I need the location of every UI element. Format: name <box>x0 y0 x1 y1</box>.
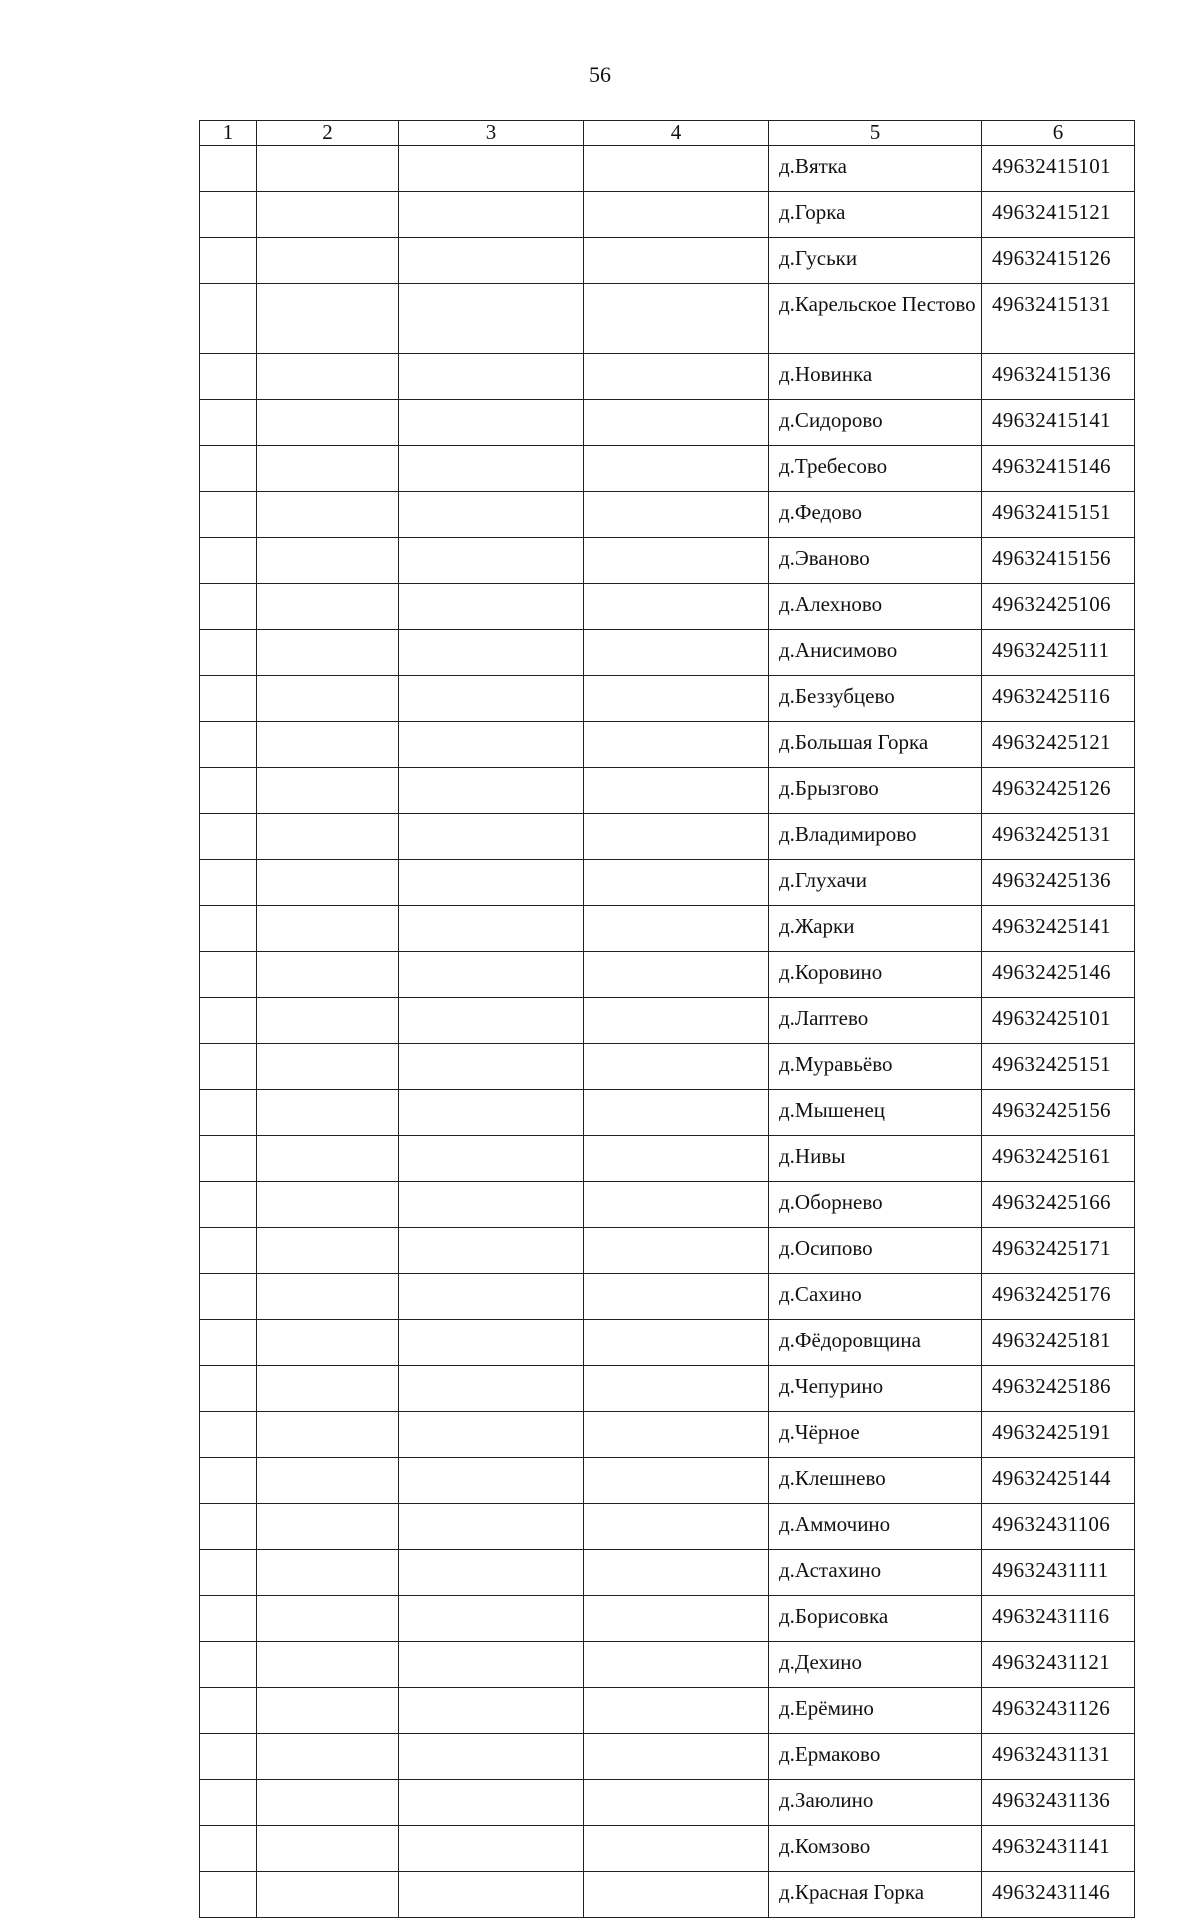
empty-cell-col-1 <box>200 400 257 446</box>
empty-cell-col-3 <box>399 1320 584 1366</box>
empty-cell-col-2 <box>257 630 399 676</box>
empty-cell-col-4 <box>584 584 769 630</box>
empty-cell-col-2 <box>257 1458 399 1504</box>
table-row <box>200 238 1135 284</box>
settlement-code: 49632431136 <box>982 1780 1135 1826</box>
settlement-name: д.Лаптево <box>769 998 982 1044</box>
empty-cell-col-4 <box>584 630 769 676</box>
empty-cell-col-2 <box>257 284 399 354</box>
empty-cell-col-4 <box>584 492 769 538</box>
empty-cell-col-1 <box>200 1872 257 1918</box>
column-header: 5 <box>769 121 982 146</box>
empty-cell-col-4 <box>584 1412 769 1458</box>
empty-cell-col-4 <box>584 446 769 492</box>
empty-cell-col-4 <box>584 1826 769 1872</box>
table-row <box>200 630 1135 676</box>
empty-cell-col-4 <box>584 1550 769 1596</box>
settlement-name: д.Федово <box>769 492 982 538</box>
empty-cell-col-4 <box>584 1136 769 1182</box>
empty-cell-col-2 <box>257 722 399 768</box>
settlement-code: 49632415126 <box>982 238 1135 284</box>
settlement-name: д.Чепурино <box>769 1366 982 1412</box>
empty-cell-col-3 <box>399 1642 584 1688</box>
settlement-code: 49632425171 <box>982 1228 1135 1274</box>
empty-cell-col-3 <box>399 814 584 860</box>
empty-cell-col-4 <box>584 354 769 400</box>
empty-cell-col-1 <box>200 1228 257 1274</box>
empty-cell-col-4 <box>584 676 769 722</box>
settlement-code: 49632425126 <box>982 768 1135 814</box>
empty-cell-col-1 <box>200 1734 257 1780</box>
empty-cell-col-1 <box>200 146 257 192</box>
empty-cell-col-1 <box>200 492 257 538</box>
empty-cell-col-2 <box>257 1826 399 1872</box>
empty-cell-col-2 <box>257 1044 399 1090</box>
empty-cell-col-1 <box>200 1550 257 1596</box>
table-row <box>200 906 1135 952</box>
empty-cell-col-4 <box>584 1090 769 1136</box>
table-row <box>200 492 1135 538</box>
empty-cell-col-2 <box>257 400 399 446</box>
empty-cell-col-3 <box>399 1366 584 1412</box>
settlement-name: д.Заюлино <box>769 1780 982 1826</box>
empty-cell-col-2 <box>257 146 399 192</box>
settlement-name: д.Аммочино <box>769 1504 982 1550</box>
settlement-code: 49632431146 <box>982 1872 1135 1918</box>
empty-cell-col-2 <box>257 538 399 584</box>
empty-cell-col-1 <box>200 768 257 814</box>
settlement-code: 49632431121 <box>982 1642 1135 1688</box>
settlement-name: д.Карельское Пестово <box>769 284 982 354</box>
settlement-code: 49632415141 <box>982 400 1135 446</box>
empty-cell-col-4 <box>584 952 769 998</box>
settlement-code: 49632415136 <box>982 354 1135 400</box>
settlement-code: 49632415131 <box>982 284 1135 354</box>
empty-cell-col-4 <box>584 814 769 860</box>
empty-cell-col-3 <box>399 538 584 584</box>
empty-cell-col-4 <box>584 1182 769 1228</box>
empty-cell-col-1 <box>200 1136 257 1182</box>
settlement-code: 49632431141 <box>982 1826 1135 1872</box>
empty-cell-col-4 <box>584 860 769 906</box>
settlement-code: 49632431126 <box>982 1688 1135 1734</box>
empty-cell-col-2 <box>257 1274 399 1320</box>
table-row <box>200 400 1135 446</box>
empty-cell-col-3 <box>399 1550 584 1596</box>
settlement-name: д.Алехново <box>769 584 982 630</box>
empty-cell-col-4 <box>584 1044 769 1090</box>
empty-cell-col-4 <box>584 538 769 584</box>
table-row <box>200 1228 1135 1274</box>
settlement-name: д.Новинка <box>769 354 982 400</box>
empty-cell-col-2 <box>257 192 399 238</box>
table-row <box>200 1734 1135 1780</box>
empty-cell-col-4 <box>584 906 769 952</box>
settlement-name: д.Комзово <box>769 1826 982 1872</box>
table-row <box>200 860 1135 906</box>
empty-cell-col-3 <box>399 146 584 192</box>
empty-cell-col-2 <box>257 584 399 630</box>
empty-cell-col-1 <box>200 1458 257 1504</box>
empty-cell-col-1 <box>200 998 257 1044</box>
empty-cell-col-2 <box>257 1182 399 1228</box>
empty-cell-col-1 <box>200 584 257 630</box>
empty-cell-col-4 <box>584 1366 769 1412</box>
empty-cell-col-4 <box>584 146 769 192</box>
settlement-code: 49632425136 <box>982 860 1135 906</box>
empty-cell-col-3 <box>399 284 584 354</box>
empty-cell-col-1 <box>200 722 257 768</box>
empty-cell-col-3 <box>399 1734 584 1780</box>
empty-cell-col-2 <box>257 1596 399 1642</box>
empty-cell-col-3 <box>399 1182 584 1228</box>
empty-cell-col-4 <box>584 1642 769 1688</box>
settlement-code: 49632425161 <box>982 1136 1135 1182</box>
settlement-name: д.Вятка <box>769 146 982 192</box>
settlement-name: д.Мышенец <box>769 1090 982 1136</box>
empty-cell-col-1 <box>200 1274 257 1320</box>
empty-cell-col-3 <box>399 1228 584 1274</box>
empty-cell-col-3 <box>399 446 584 492</box>
empty-cell-col-1 <box>200 860 257 906</box>
table-row <box>200 446 1135 492</box>
table-row <box>200 146 1135 192</box>
settlement-code: 49632425106 <box>982 584 1135 630</box>
empty-cell-col-4 <box>584 1274 769 1320</box>
table-row <box>200 1642 1135 1688</box>
empty-cell-col-3 <box>399 1596 584 1642</box>
table-row <box>200 1596 1135 1642</box>
empty-cell-col-3 <box>399 860 584 906</box>
empty-cell-col-4 <box>584 192 769 238</box>
column-header: 1 <box>200 121 257 146</box>
column-number-row <box>200 121 1135 146</box>
settlement-code: 49632425176 <box>982 1274 1135 1320</box>
column-header: 3 <box>399 121 584 146</box>
settlement-name: д.Глухачи <box>769 860 982 906</box>
empty-cell-col-2 <box>257 446 399 492</box>
table-row <box>200 814 1135 860</box>
empty-cell-col-4 <box>584 1596 769 1642</box>
table-row <box>200 1688 1135 1734</box>
empty-cell-col-1 <box>200 538 257 584</box>
empty-cell-col-2 <box>257 676 399 722</box>
empty-cell-col-4 <box>584 1320 769 1366</box>
empty-cell-col-1 <box>200 1412 257 1458</box>
empty-cell-col-1 <box>200 446 257 492</box>
table-row <box>200 1320 1135 1366</box>
settlement-name: д.Жарки <box>769 906 982 952</box>
settlement-code: 49632415146 <box>982 446 1135 492</box>
empty-cell-col-3 <box>399 1504 584 1550</box>
table-row <box>200 952 1135 998</box>
settlement-name: д.Борисовка <box>769 1596 982 1642</box>
table-body <box>200 146 1135 1918</box>
settlement-name: д.Большая Горка <box>769 722 982 768</box>
settlement-name: д.Осипово <box>769 1228 982 1274</box>
settlement-code: 49632425144 <box>982 1458 1135 1504</box>
settlement-name: д.Дехино <box>769 1642 982 1688</box>
empty-cell-col-3 <box>399 1274 584 1320</box>
column-header: 2 <box>257 121 399 146</box>
empty-cell-col-2 <box>257 860 399 906</box>
settlement-name: д.Фёдоровщина <box>769 1320 982 1366</box>
empty-cell-col-3 <box>399 768 584 814</box>
settlement-code: 49632425166 <box>982 1182 1135 1228</box>
empty-cell-col-1 <box>200 814 257 860</box>
settlement-code: 49632425181 <box>982 1320 1135 1366</box>
settlement-code: 49632431131 <box>982 1734 1135 1780</box>
settlement-code: 49632415156 <box>982 538 1135 584</box>
empty-cell-col-1 <box>200 1090 257 1136</box>
settlement-name: д.Требесово <box>769 446 982 492</box>
empty-cell-col-3 <box>399 238 584 284</box>
empty-cell-col-3 <box>399 998 584 1044</box>
empty-cell-col-2 <box>257 998 399 1044</box>
settlement-code: 49632425146 <box>982 952 1135 998</box>
empty-cell-col-4 <box>584 1734 769 1780</box>
settlement-name: д.Брызгово <box>769 768 982 814</box>
empty-cell-col-1 <box>200 1826 257 1872</box>
table-row <box>200 354 1135 400</box>
settlement-name: д.Красная Горка <box>769 1872 982 1918</box>
page-number: 56 <box>589 62 611 87</box>
table-row <box>200 1780 1135 1826</box>
empty-cell-col-4 <box>584 1504 769 1550</box>
empty-cell-col-4 <box>584 998 769 1044</box>
table-row <box>200 1412 1135 1458</box>
empty-cell-col-2 <box>257 492 399 538</box>
empty-cell-col-1 <box>200 284 257 354</box>
settlement-name: д.Нивы <box>769 1136 982 1182</box>
settlement-name: д.Клешнево <box>769 1458 982 1504</box>
empty-cell-col-1 <box>200 1504 257 1550</box>
empty-cell-col-3 <box>399 492 584 538</box>
settlement-name: д.Беззубцево <box>769 676 982 722</box>
empty-cell-col-3 <box>399 192 584 238</box>
table-row <box>200 1136 1135 1182</box>
empty-cell-col-1 <box>200 1044 257 1090</box>
empty-cell-col-1 <box>200 354 257 400</box>
settlement-code: 49632425191 <box>982 1412 1135 1458</box>
empty-cell-col-2 <box>257 1780 399 1826</box>
settlement-name: д.Эваново <box>769 538 982 584</box>
settlement-code: 49632425101 <box>982 998 1135 1044</box>
table-row <box>200 1550 1135 1596</box>
empty-cell-col-2 <box>257 1642 399 1688</box>
table-row <box>200 1826 1135 1872</box>
empty-cell-col-3 <box>399 1458 584 1504</box>
column-header: 6 <box>982 121 1135 146</box>
empty-cell-col-1 <box>200 1320 257 1366</box>
settlement-name: д.Сидорово <box>769 400 982 446</box>
empty-cell-col-3 <box>399 400 584 446</box>
empty-cell-col-2 <box>257 238 399 284</box>
empty-cell-col-2 <box>257 906 399 952</box>
settlement-name: д.Анисимово <box>769 630 982 676</box>
settlement-code: 49632425186 <box>982 1366 1135 1412</box>
empty-cell-col-1 <box>200 1642 257 1688</box>
table-row <box>200 1366 1135 1412</box>
table-row <box>200 1458 1135 1504</box>
settlement-name: д.Ермаково <box>769 1734 982 1780</box>
empty-cell-col-4 <box>584 1872 769 1918</box>
settlement-name: д.Астахино <box>769 1550 982 1596</box>
settlement-code: 49632425111 <box>982 630 1135 676</box>
settlement-code: 49632415121 <box>982 192 1135 238</box>
settlement-code: 49632415151 <box>982 492 1135 538</box>
empty-cell-col-2 <box>257 1688 399 1734</box>
empty-cell-col-3 <box>399 630 584 676</box>
empty-cell-col-2 <box>257 1090 399 1136</box>
empty-cell-col-2 <box>257 1228 399 1274</box>
table-row <box>200 1182 1135 1228</box>
settlement-name: д.Муравьёво <box>769 1044 982 1090</box>
settlement-code: 49632425121 <box>982 722 1135 768</box>
settlement-code-table <box>199 120 1135 1918</box>
empty-cell-col-3 <box>399 1090 584 1136</box>
empty-cell-col-2 <box>257 1504 399 1550</box>
column-header: 4 <box>584 121 769 146</box>
settlement-name: д.Гуськи <box>769 238 982 284</box>
empty-cell-col-4 <box>584 284 769 354</box>
empty-cell-col-1 <box>200 1596 257 1642</box>
settlement-name: д.Сахино <box>769 1274 982 1320</box>
table-row <box>200 1044 1135 1090</box>
settlement-name: д.Горка <box>769 192 982 238</box>
empty-cell-col-3 <box>399 354 584 400</box>
empty-cell-col-3 <box>399 1688 584 1734</box>
empty-cell-col-4 <box>584 1228 769 1274</box>
empty-cell-col-3 <box>399 1872 584 1918</box>
empty-cell-col-4 <box>584 1780 769 1826</box>
empty-cell-col-4 <box>584 722 769 768</box>
table-row <box>200 584 1135 630</box>
settlement-name: д.Владимирово <box>769 814 982 860</box>
empty-cell-col-3 <box>399 1780 584 1826</box>
table-row <box>200 676 1135 722</box>
settlement-code: 49632425141 <box>982 906 1135 952</box>
table-row <box>200 1504 1135 1550</box>
empty-cell-col-1 <box>200 1688 257 1734</box>
settlement-code: 49632425116 <box>982 676 1135 722</box>
table-row <box>200 768 1135 814</box>
empty-cell-col-2 <box>257 1320 399 1366</box>
table-row <box>200 1090 1135 1136</box>
table-row <box>200 192 1135 238</box>
empty-cell-col-3 <box>399 676 584 722</box>
empty-cell-col-2 <box>257 768 399 814</box>
empty-cell-col-2 <box>257 1872 399 1918</box>
empty-cell-col-3 <box>399 952 584 998</box>
empty-cell-col-1 <box>200 1182 257 1228</box>
settlement-name: д.Ерёмино <box>769 1688 982 1734</box>
empty-cell-col-2 <box>257 952 399 998</box>
empty-cell-col-2 <box>257 354 399 400</box>
empty-cell-col-1 <box>200 1366 257 1412</box>
empty-cell-col-4 <box>584 1458 769 1504</box>
settlement-code: 49632431111 <box>982 1550 1135 1596</box>
table-row <box>200 538 1135 584</box>
settlement-code: 49632425151 <box>982 1044 1135 1090</box>
empty-cell-col-3 <box>399 906 584 952</box>
empty-cell-col-1 <box>200 192 257 238</box>
empty-cell-col-1 <box>200 630 257 676</box>
empty-cell-col-3 <box>399 1044 584 1090</box>
empty-cell-col-1 <box>200 676 257 722</box>
empty-cell-col-1 <box>200 952 257 998</box>
settlement-name: д.Оборнево <box>769 1182 982 1228</box>
table-row <box>200 1872 1135 1918</box>
settlement-code: 49632431106 <box>982 1504 1135 1550</box>
empty-cell-col-4 <box>584 238 769 284</box>
settlement-name: д.Чёрное <box>769 1412 982 1458</box>
empty-cell-col-2 <box>257 814 399 860</box>
empty-cell-col-3 <box>399 1136 584 1182</box>
settlement-code: 49632415101 <box>982 146 1135 192</box>
table-row <box>200 722 1135 768</box>
empty-cell-col-4 <box>584 768 769 814</box>
settlement-name: д.Коровино <box>769 952 982 998</box>
empty-cell-col-1 <box>200 1780 257 1826</box>
empty-cell-col-4 <box>584 400 769 446</box>
empty-cell-col-2 <box>257 1366 399 1412</box>
empty-cell-col-3 <box>399 722 584 768</box>
settlement-code: 49632425156 <box>982 1090 1135 1136</box>
empty-cell-col-3 <box>399 584 584 630</box>
empty-cell-col-2 <box>257 1734 399 1780</box>
settlement-code: 49632431116 <box>982 1596 1135 1642</box>
table-row <box>200 1274 1135 1320</box>
empty-cell-col-3 <box>399 1826 584 1872</box>
empty-cell-col-1 <box>200 906 257 952</box>
empty-cell-col-2 <box>257 1136 399 1182</box>
empty-cell-col-2 <box>257 1412 399 1458</box>
table-row <box>200 284 1135 354</box>
empty-cell-col-2 <box>257 1550 399 1596</box>
settlement-code: 49632425131 <box>982 814 1135 860</box>
empty-cell-col-3 <box>399 1412 584 1458</box>
empty-cell-col-1 <box>200 238 257 284</box>
empty-cell-col-4 <box>584 1688 769 1734</box>
table-row <box>200 998 1135 1044</box>
